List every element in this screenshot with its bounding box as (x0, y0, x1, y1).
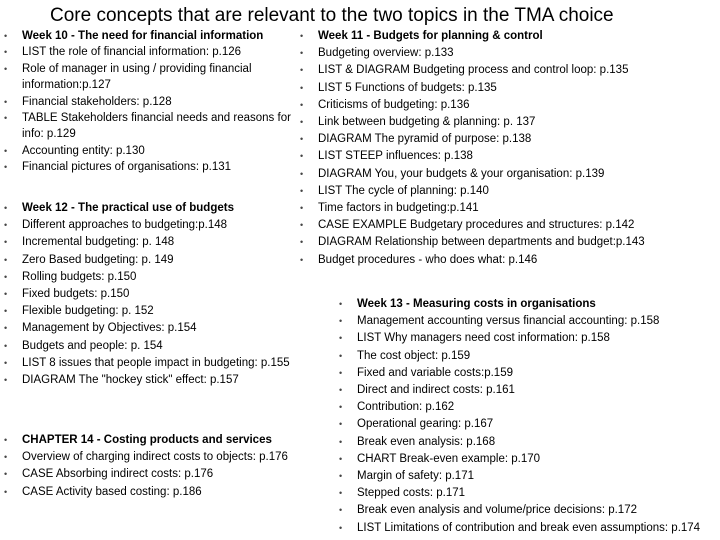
list-item-text: LIST & DIAGRAM Budgeting process and control loop: p.135 (318, 64, 629, 77)
list-item-text: Fixed and variable costs:p.159 (357, 366, 513, 379)
bullet-icon: • (300, 99, 304, 110)
list-item (296, 252, 716, 269)
bullet-icon: • (339, 453, 343, 464)
list-item-text: Accounting entity: p.130 (22, 144, 145, 157)
list-item-text: Budget procedures - who does what: p.146 (318, 253, 538, 266)
list-item-text: TABLE Stakeholders financial needs and reasons for info: p.129 (22, 112, 291, 141)
section-heading-text: Week 11 - Budgets for planning & control (318, 30, 543, 42)
bullet-icon: • (300, 203, 304, 214)
list-item (335, 434, 720, 451)
bullet-icon: • (300, 185, 304, 196)
bullet-icon: • (4, 63, 8, 74)
list-item-text: Direct and indirect costs: p.161 (357, 384, 515, 397)
bullet-icon: • (4, 452, 8, 463)
page-title: Core concepts that are relevant to the two topics in the TMA choice (50, 5, 614, 26)
section-heading (0, 200, 308, 217)
list-item (296, 166, 716, 183)
list-item-text: Fixed budgets: p.150 (22, 288, 130, 301)
list-item (335, 365, 720, 382)
list-item-text: LIST Why managers need cost information: p.158 (357, 332, 610, 345)
list-item (0, 449, 308, 466)
list-item-text: CASE Absorbing indirect costs: p.176 (22, 468, 214, 481)
bullet-icon: • (4, 31, 8, 41)
bullet-icon: • (339, 299, 343, 309)
list-item (335, 382, 720, 399)
list-item (335, 520, 720, 537)
list-item (296, 131, 716, 148)
bullet-icon: • (300, 117, 304, 128)
list-item-text: CASE Activity based costing: p.186 (22, 485, 202, 498)
list-item (0, 252, 308, 269)
list-item-text: Break even analysis and volume/price decisions: p.172 (357, 504, 637, 517)
bullet-icon: • (339, 471, 343, 482)
list-item-text: Zero Based budgeting: p. 149 (22, 253, 174, 266)
list-item (335, 399, 720, 416)
bullet-icon: • (300, 254, 304, 265)
list-item-text: Criticisms of budgeting: p.136 (318, 98, 470, 111)
list-item-text: Flexible budgeting: p. 152 (22, 305, 154, 318)
list-item-text: Stepped costs: p.171 (357, 487, 466, 500)
bullet-icon: • (339, 505, 343, 516)
list-item (335, 451, 720, 468)
list-item-text: Budgets and people: p. 154 (22, 339, 163, 352)
list-item-text: Role of manager in using / providing financial information:p.127 (22, 62, 252, 92)
week-10-list (0, 28, 296, 176)
bullet-icon: • (4, 237, 8, 248)
list-item-text: LIST STEEP influences: p.138 (318, 150, 473, 163)
bullet-icon: • (4, 469, 8, 480)
list-item (0, 94, 296, 110)
bullet-icon: • (4, 375, 8, 386)
list-item-text: Link between budgeting & planning: p. 137 (318, 116, 536, 129)
bullet-icon: • (4, 220, 8, 231)
bullet-icon: • (339, 402, 343, 413)
list-item (335, 502, 720, 519)
list-item (335, 313, 720, 330)
list-item (0, 372, 308, 389)
list-item-text: Incremental budgeting: p. 148 (22, 236, 175, 249)
list-item (335, 468, 720, 485)
section-heading-text: CHAPTER 14 - Costing products and services (22, 434, 272, 446)
list-item (296, 97, 716, 114)
section-heading (296, 28, 716, 45)
list-item (0, 269, 308, 286)
bullet-icon: • (300, 237, 304, 248)
bullet-icon: • (4, 486, 8, 497)
week-11-list (296, 28, 716, 269)
list-item (0, 110, 296, 143)
list-item (0, 338, 308, 355)
bullet-icon: • (4, 96, 8, 107)
bullet-icon: • (339, 488, 343, 499)
week-13-list (335, 296, 720, 537)
bullet-icon: • (339, 316, 343, 327)
bullet-icon: • (4, 323, 8, 334)
list-item (0, 355, 308, 372)
list-item-text: DIAGRAM Relationship between departments and budget:p.143 (318, 236, 645, 249)
list-item (296, 80, 716, 97)
list-item-text: Rolling budgets: p.150 (22, 270, 137, 283)
bullet-icon: • (339, 419, 343, 430)
list-item (296, 148, 716, 165)
list-item-text: LIST the role of financial information: p.126 (22, 46, 242, 59)
list-item-text: Management by Objectives: p.154 (22, 322, 197, 335)
list-item-text: Different approaches to budgeting:p.148 (22, 219, 228, 232)
list-item (0, 484, 308, 501)
section-heading (0, 432, 308, 449)
list-item (296, 114, 716, 131)
list-item-text: Operational gearing: p.167 (357, 418, 494, 431)
list-item (296, 183, 716, 200)
list-item-text: LIST 5 Functions of budgets: p.135 (318, 81, 497, 94)
bullet-icon: • (4, 47, 8, 58)
list-item-text: LIST 8 issues that people impact in budgeting: p.155 (22, 356, 290, 369)
section-heading-text: Week 13 - Measuring costs in organisations (357, 298, 596, 310)
list-item-text: CASE EXAMPLE Budgetary procedures and structures: p.142 (318, 219, 635, 232)
chapter-14-list (0, 432, 308, 501)
list-item-text: Time factors in budgeting:p.141 (318, 202, 479, 215)
section-heading-text: Week 12 - The practical use of budgets (22, 202, 234, 214)
list-item-text: Break even analysis: p.168 (357, 435, 496, 448)
list-item (335, 416, 720, 433)
list-item (0, 286, 308, 303)
list-item-text: Financial pictures of organisations: p.131 (22, 161, 232, 174)
bullet-icon: • (300, 134, 304, 145)
bullet-icon: • (300, 151, 304, 162)
section-heading (0, 28, 296, 44)
list-item (0, 217, 308, 234)
list-item-text: Financial stakeholders: p.128 (22, 95, 172, 108)
bullet-icon: • (4, 289, 8, 300)
list-item-text: LIST Limitations of contribution and break even assumptions: p.174 (357, 521, 701, 534)
bullet-icon: • (339, 385, 343, 396)
list-item (0, 61, 296, 94)
bullet-icon: • (300, 65, 304, 76)
list-item (296, 217, 716, 234)
bullet-icon: • (339, 522, 343, 533)
bullet-icon: • (4, 271, 8, 282)
list-item (0, 44, 296, 60)
list-item-text: Budgeting overview: p.133 (318, 47, 454, 60)
list-item-text: Margin of safety: p.171 (357, 470, 474, 483)
list-item (296, 200, 716, 217)
list-item-text: The cost object: p.159 (357, 349, 471, 362)
bullet-icon: • (339, 436, 343, 447)
week-12-list (0, 200, 308, 389)
list-item (335, 330, 720, 347)
bullet-icon: • (339, 367, 343, 378)
list-item (335, 485, 720, 502)
list-item-text: CHART Break-even example: p.170 (357, 452, 541, 465)
list-item (0, 143, 296, 159)
bullet-icon: • (339, 333, 343, 344)
bullet-icon: • (4, 306, 8, 317)
list-item (296, 62, 716, 79)
bullet-icon: • (339, 350, 343, 361)
list-item (0, 234, 308, 251)
section-heading (335, 296, 720, 313)
bullet-icon: • (4, 357, 8, 368)
bullet-icon: • (300, 168, 304, 179)
list-item-text: Management accounting versus financial accounting: p.158 (357, 315, 660, 328)
list-item (0, 320, 308, 337)
list-item-text: Contribution: p.162 (357, 401, 455, 414)
bullet-icon: • (4, 340, 8, 351)
bullet-icon: • (300, 31, 304, 41)
list-item (0, 159, 296, 175)
bullet-icon: • (4, 254, 8, 265)
list-item (0, 466, 308, 483)
list-item-text: Overview of charging indirect costs to objects: p.176 (22, 451, 288, 464)
section-heading-text: Week 10 - The need for financial information (22, 30, 264, 42)
bullet-icon: • (4, 435, 8, 445)
list-item-text: LIST The cycle of planning: p.140 (318, 184, 489, 197)
list-item-text: DIAGRAM You, your budgets & your organisation: p.139 (318, 167, 605, 180)
list-item-text: DIAGRAM The "hockey stick" effect: p.157 (22, 374, 239, 387)
list-item (335, 348, 720, 365)
list-item (296, 45, 716, 62)
list-item (296, 234, 716, 251)
bullet-icon: • (300, 220, 304, 231)
bullet-icon: • (4, 145, 8, 156)
list-item (0, 303, 308, 320)
bullet-icon: • (300, 82, 304, 93)
bullet-icon: • (4, 203, 8, 213)
bullet-icon: • (4, 113, 8, 124)
bullet-icon: • (300, 48, 304, 59)
bullet-icon: • (4, 162, 8, 173)
list-item-text: DIAGRAM The pyramid of purpose: p.138 (318, 133, 532, 146)
